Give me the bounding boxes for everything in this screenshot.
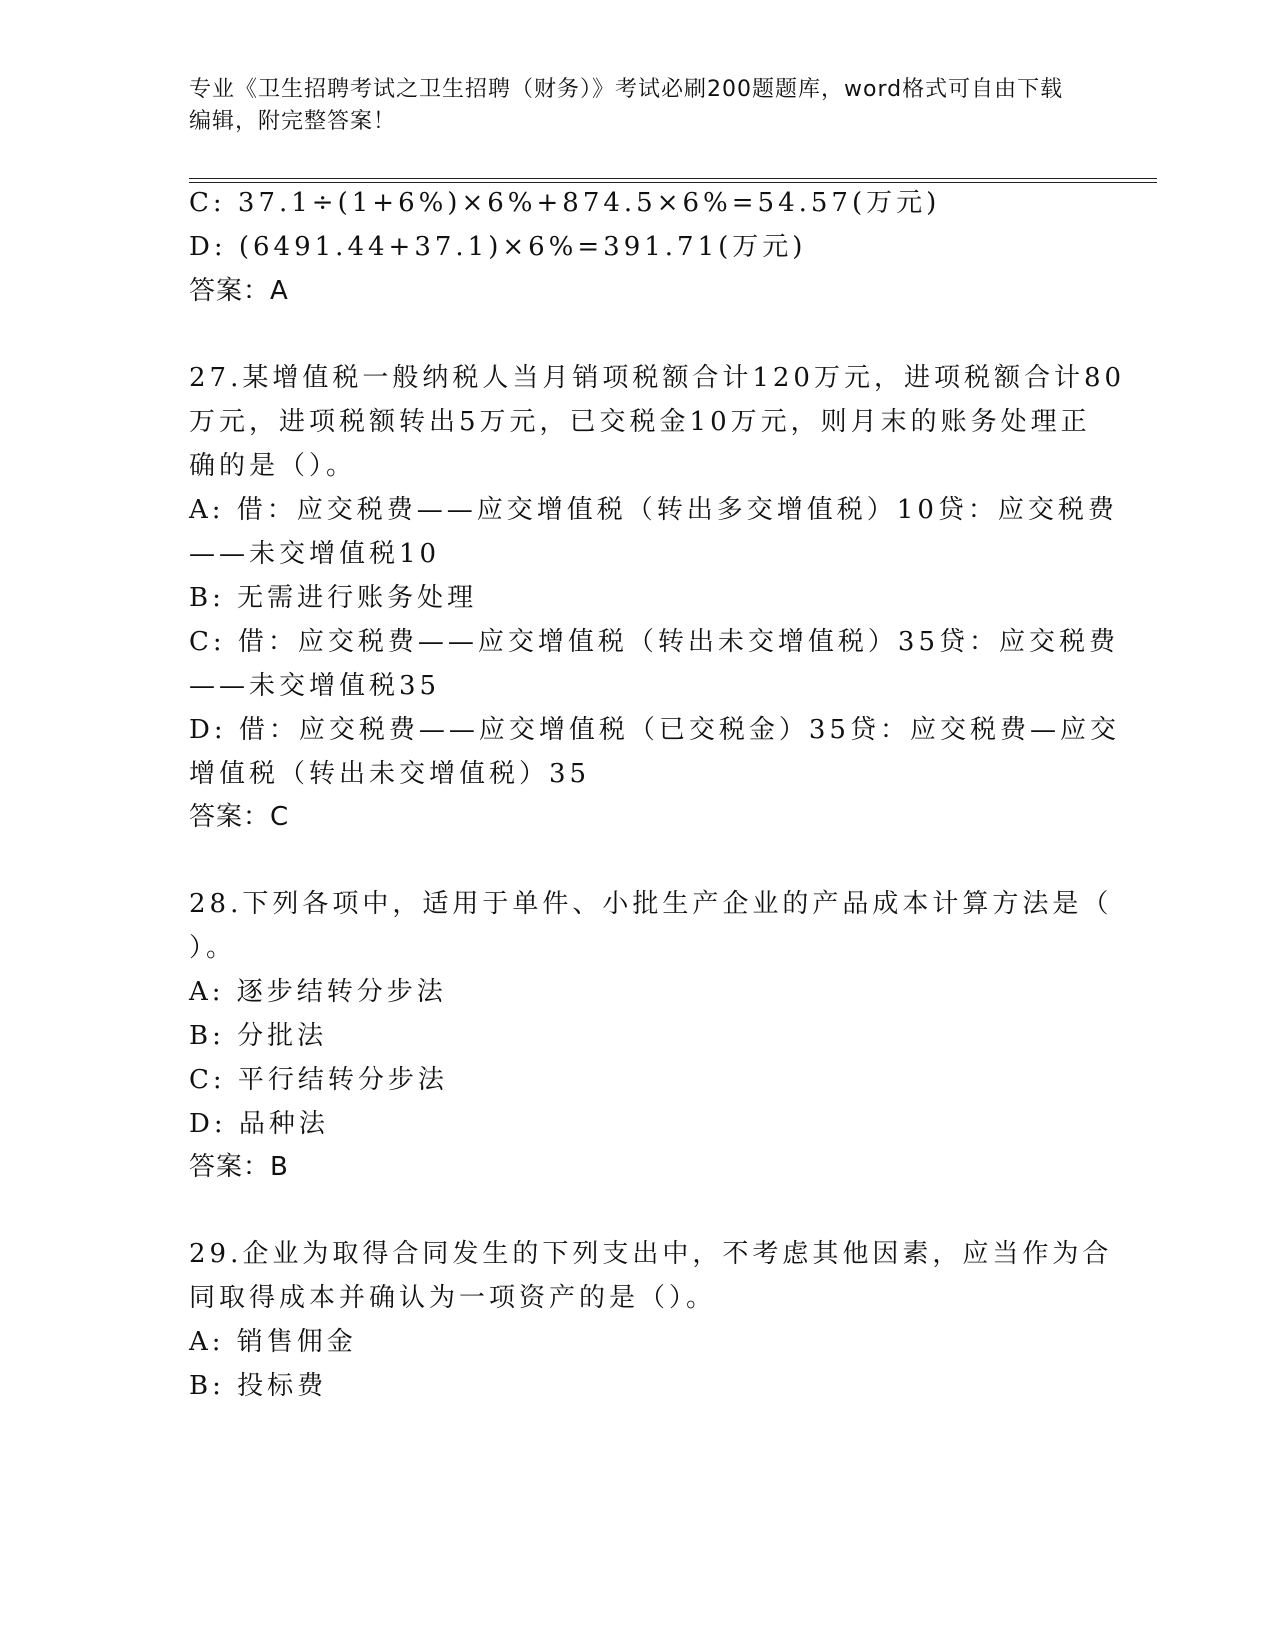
header-divider-top — [189, 178, 1157, 179]
question-29-stem-line-2: 同取得成本并确认为一项资产的是（）。 — [189, 1283, 717, 1313]
option-d: D: (6491.44+37.1)×6%=391.71(万元) — [189, 232, 807, 262]
question-28-option-d: D: 品种法 — [189, 1109, 329, 1139]
question-27-option-c-line-2: ——未交增值税35 — [189, 671, 441, 701]
option-c: C: 37.1÷(1+6%)×6%+874.5×6%=54.57(万元) — [189, 188, 941, 218]
question-28-answer: 答案：B — [189, 1152, 289, 1182]
question-28-stem-line-2: ）。 — [189, 933, 237, 963]
question-27-answer: 答案：C — [189, 802, 290, 832]
question-28-stem-line-1: 28.下列各项中，适用于单件、小批生产企业的产品成本计算方法是（ — [189, 889, 1113, 919]
question-27-option-b: B: 无需进行账务处理 — [189, 583, 478, 613]
question-27-option-a-line-2: ——未交增值税10 — [189, 539, 441, 569]
question-29-stem-line-1: 29.企业为取得合同发生的下列支出中，不考虑其他因素，应当作为合 — [189, 1239, 1113, 1269]
question-27-stem-line-2: 万元，进项税额转出5万元，已交税金10万元，则月末的账务处理正 — [189, 407, 1091, 437]
question-27-option-d-line-1: D: 借：应交税费——应交增值税（已交税金）35贷：应交税费—应交 — [189, 715, 1120, 745]
question-28-option-a: A: 逐步结转分步法 — [189, 977, 447, 1007]
answer-line: 答案：A — [189, 276, 289, 306]
question-27-option-c-line-1: C: 借：应交税费——应交增值税（转出未交增值税）35贷：应交税费 — [189, 627, 1120, 657]
question-28-option-b: B: 分批法 — [189, 1021, 328, 1051]
question-29-option-b: B: 投标费 — [189, 1371, 328, 1401]
question-27-stem-line-1: 27.某增值税一般纳税人当月销项税额合计120万元，进项税额合计80 — [189, 363, 1126, 393]
header-divider-bottom — [189, 182, 1157, 183]
question-27-stem-line-3: 确的是（）。 — [189, 451, 357, 481]
question-28-option-c: C: 平行结转分步法 — [189, 1065, 448, 1095]
question-27-option-a-line-1: A: 借：应交税费——应交增值税（转出多交增值税）10贷：应交税费 — [189, 495, 1118, 525]
question-29-option-a: A: 销售佣金 — [189, 1327, 357, 1357]
document-header: 专业《卫生招聘考试之卫生招聘（财务）》考试必刷200题题库，word格式可自由下载编辑，附完整答案！ — [189, 77, 1064, 134]
question-27-option-d-line-2: 增值税（转出未交增值税）35 — [189, 759, 591, 789]
